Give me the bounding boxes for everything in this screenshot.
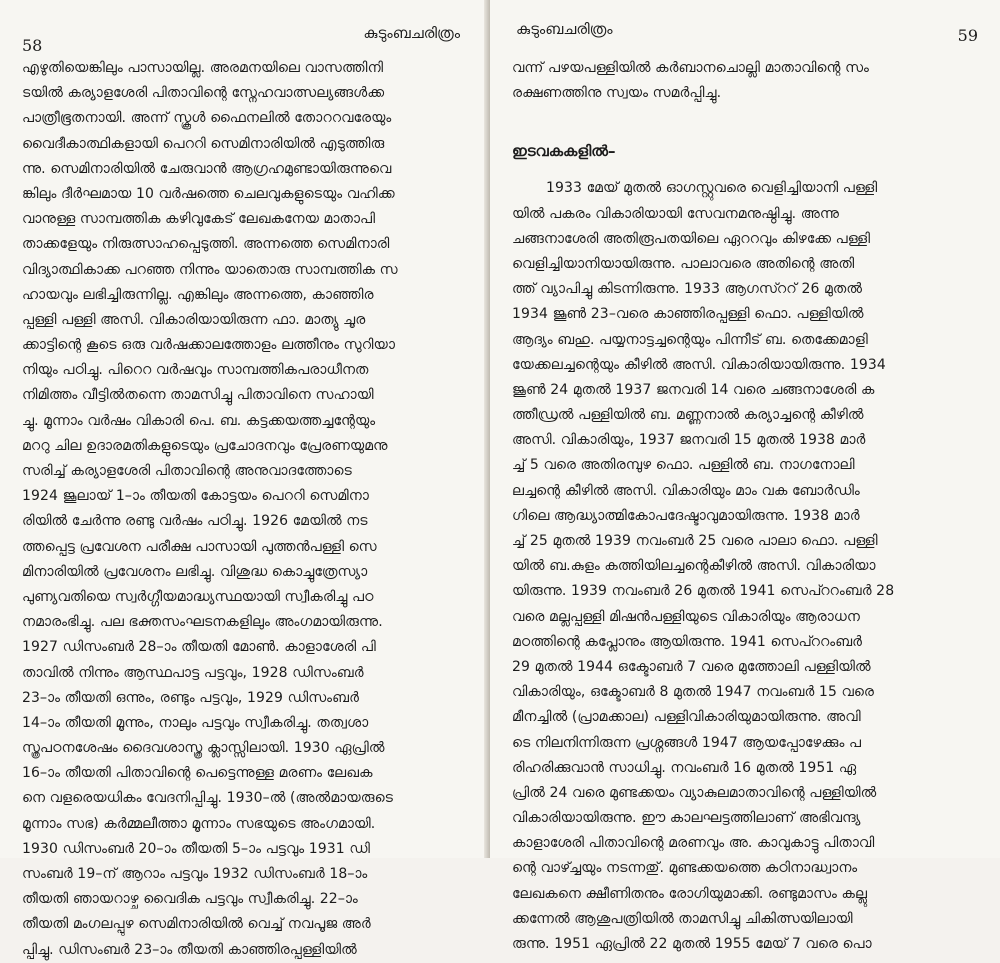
text-line: 1933 മേയ് മുതൽ ഓഗസ്റ്റുവരെ വെളിച്ചിയാനി പള്ളി <box>546 180 878 197</box>
text-line: ഹായവും ലഭിച്ചിരുന്നില്ല. എങ്കിലും അന്നത്തെ, കാഞ്ഞിര <box>22 286 374 303</box>
text-line: രുന്നു. 1951 ഏപ്രിൽ 22 മുതൽ 1955 മേയ് 7 വരെ പൊ <box>512 936 872 952</box>
text-line: തീയതി ഞായറാഴ്ച വൈദിക പട്ടവും സ്വീകരിച്ചു. 22–ാം <box>22 891 358 908</box>
text-line: സംബർ 19–ന് ആറാം പട്ടവും 1932 ഡിസംബർ 18–ാം <box>22 866 368 882</box>
text-line: എഴുതിയെങ്കിലും പാസായില്ല. അരമനയിലെ വാസത്തിനി <box>22 60 384 76</box>
left-running-title: കുടുംബചരിത്രം <box>363 24 460 42</box>
text-line: 1927 ഡിസംബർ 28–ാം തീയതി മോൺ. കാളാശേരി പി <box>22 639 376 656</box>
text-line: ത്തീഡ്രൽ പള്ളിയിൽ ബ. മണ്ണനാൽ കര്യാച്ചന്റെ കീഴിൽ <box>512 407 864 424</box>
text-line: വാനുള്ള സാമ്പത്തിക കഴിവുകേട് ലേഖകനേയ മാതാപി <box>22 211 376 228</box>
text-line: താക്കളേയും നിരുത്സാഹപ്പെടുത്തി. അന്നത്തെ സെമിനാരി <box>22 236 390 253</box>
text-line: നിമിത്തം വീട്ടിൽതന്നെ താമസിച്ചു പിതാവിനെ സഹായി <box>22 387 374 404</box>
text-line: 1924 ജൂലായ് 1–ാം തീയതി കോട്ടയം പെററി സെമിനാ <box>22 488 369 505</box>
text-line: 1930 ഡിസംബർ 20–ാം തീയതി 5–ാം പട്ടവും 1931 ഡി <box>22 840 370 857</box>
text-line: പ്രിൽ 24 വരെ മുണ്ടക്കയം വ്യാകുലമാതാവിന്റെ പള്ളിയിൽ <box>512 784 877 801</box>
text-line: കാളാശേരി പിതാവിന്റെ മരണവും അ. കാവുകാട്ടു പിതാവി <box>512 835 875 852</box>
text-line: ച്ച് 25 മുതൽ 1939 നവംബർ 25 വരെ പാലാ ഫൊ. പള്ളി <box>512 533 878 549</box>
text-line: നെ വളരെയധികം വേദനിപ്പിച്ചു. 1930–ൽ (അൽമായരുടെ <box>22 790 393 807</box>
text-line: സ്ത്രപഠനശേഷം ദൈവശാസ്ത്ര ക്ലാസ്സിലായി. 1930 ഏപ്രിൽ <box>22 740 385 757</box>
text-line: യിൽ പകരം വികാരിയായി സേവനമനുഷ്ഠിച്ചു. അന്നു <box>512 205 840 222</box>
text-line: ത്തപ്പെട്ട പ്രവേശന പരീക്ഷ പാസായി പുത്തൻപള്ളി സെ <box>22 538 377 555</box>
text-line: 23–ാം തീയതി ഒന്നും, രണ്ടും പട്ടവും, 1929 ഡിസംബർ <box>22 689 359 706</box>
text-line: ക്കന്നേൽ ആശുപത്രിയിൽ താമസിച്ചു ചികിത്സയിലായി <box>512 910 853 927</box>
text-line: നമാരംഭിച്ചു. പല ഭക്തസംഘടനകളിലും അംഗമായിരുന്നു. <box>22 614 383 631</box>
text-line: വികാരിയും, ഒക്ടോബർ 8 മുതൽ 1947 നവംബർ 15 വരെ <box>512 684 875 701</box>
right-page <box>490 0 1000 952</box>
text-line: ത്ത് വ്യാപിച്ചു കിടന്നിരുന്നു. 1933 ആഗസ്ററ് 26 മുതൽ <box>512 281 863 298</box>
right-page-body <box>512 176 986 957</box>
right-page-header <box>512 10 986 56</box>
text-line: മൂന്നാം സഭ) കർമ്മലീത്താ മൂന്നാം സഭയുടെ അംഗമായി. <box>22 815 376 832</box>
text-line: 14–ാം തീയതി മൂന്നും, നാലും പട്ടവും സ്വീകരിച്ചു. തത്വശാ <box>22 714 369 731</box>
text-line: ലച്ചന്റെ കീഴിൽ അസി. വികാരിയും മാം വക ബോർഡിം <box>512 482 860 499</box>
text-line: ജൂൺ 24 മുതൽ 1937 ജനവരി 14 വരെ ചങ്ങനാശേരി ക <box>512 381 875 398</box>
left-page-header <box>22 10 484 56</box>
section-heading: ഇടവകകളിൽ– <box>512 142 616 161</box>
text-line: യിരുന്നു. 1939 നവംബർ 26 മുതൽ 1941 സെപ്ററംബർ 28 <box>512 583 895 600</box>
text-line: രിയിൽ ചേർന്നു രണ്ടു വർഷം പഠിച്ചു. 1926 മേയിൽ നട <box>22 513 368 530</box>
text-line: മഠത്തിന്റെ കപ്ലോനും ആയിരുന്നു. 1941 സെപ്ററംബർ <box>512 633 863 650</box>
text-line: ഗിലെ ആദ്ധ്യാത്മികോപദേഷ്ടാവുമായിരുന്നു. 1938 മാർ <box>512 507 860 524</box>
text-line: അസി. വികാരിയും, 1937 ജനവരി 15 മുതൽ 1938 മാർ <box>512 432 866 449</box>
text-line: 1934 ജൂൺ 23–വരെ കാഞ്ഞിരപ്പള്ളി ഫൊ. പള്ളിയിൽ <box>512 306 864 323</box>
left-page-body <box>22 56 484 963</box>
text-line: സരിച്ച് കര്യാളശേരി പിതാവിന്റെ അനുവാദത്തോടെ <box>22 463 352 479</box>
text-line: ടയിൽ കര്യാളശേരി പിതാവിന്റെ സ്നേഹവാത്സല്യങ്ങൾക്ക <box>22 85 385 102</box>
text-line: ക്കാട്ടിന്റെ കൂടെ ഒരു വർഷക്കാലത്തോളം ലത്തീനും സുറിയാ <box>22 337 396 354</box>
text-line: മററു ചില ഉദാരമതികളുടെയും പ്രചോദനവും പ്രേരണയുമനു <box>22 437 388 454</box>
text-line: രക്ഷണത്തിനു സ്വയം സമർപ്പിച്ചു. <box>512 85 722 102</box>
text-line: മീനച്ചിൽ (പ്രാമക്കാല) പള്ളിവികാരിയുമായിരുന്നു. അവി <box>512 709 861 726</box>
left-page <box>0 0 490 958</box>
text-line: വരെ മല്ലപ്പള്ളി മിഷൻപള്ളിയുടെ വികാരിയും ആരാധന <box>512 608 860 625</box>
text-line: ലേഖകനെ ക്ഷീണിതനും രോഗിയുമാക്കി. രണ്ടുമാസം കല്ലു <box>512 885 868 902</box>
text-line: യിൽ ബ.കുളം കത്തിയിലച്ചന്റെകീഴിൽ അസി. വികാരിയാ <box>512 558 876 575</box>
text-line: ചങ്ങനാശേരി അതിരൂപതയിലെ ഏററവും കിഴക്കേ പള്ളി <box>512 230 871 247</box>
text-line: ടെ നിലനിന്നിരുന്ന പ്രശ്നങ്ങൾ 1947 ആയപ്പോഴേക്കും പ <box>512 734 862 751</box>
text-line: ആദ്യം ബഹു. പയ്യനാട്ടച്ചന്റെയും പിന്നീട് ബ. തെക്കേമാളി <box>512 331 868 348</box>
text-line: താവിൽ നിന്നും ആസ്ഥപാട്ട പട്ടവും, 1928 ഡിസംബർ <box>22 664 364 681</box>
text-line: വന്ന് പഴയപള്ളിയിൽ കർബാനചൊല്ലി മാതാവിന്റെ സം <box>512 60 869 76</box>
text-line: പുണ്യവതിയെ സ്വർഗ്ഗീയമാദ്ധ്യസ്ഥയായി സ്വീകരിച്ചു പഠ <box>22 588 374 605</box>
left-page-number: 58 <box>22 36 43 55</box>
text-line: തീയതി മംഗലപ്പുഴ സെമിനാരിയിൽ വെച്ച് നവപൂജ അർ <box>22 916 371 933</box>
right-running-title: കുടുംബചരിത്രം <box>516 20 613 38</box>
text-line: യേക്കലച്ചന്റെയും കീഴിൽ അസി. വികാരിയായിരുന്നു. 1934 <box>512 356 886 373</box>
text-line: പ്പിച്ചു. ഡിസംബർ 23–ാം തീയതി കാഞ്ഞിരപ്പള്ളിയിൽ <box>22 941 357 958</box>
text-line: ച്ചു. മൂന്നാം വർഷം വികാരി പെ. ബ. കട്ടക്കയത്തച്ചന്റേയും <box>22 412 376 429</box>
text-line: പാത്രീഭൂതനായി. അന്ന് സ്കൂൾ ഫൈനലിൽ തോററവരേയും <box>22 110 392 127</box>
text-line: 16–ാം തീയതി പിതാവിന്റെ പെട്ടെന്നുള്ള മരണം ലേഖക <box>22 765 373 782</box>
text-line: ന്നു. സെമിനാരിയിൽ ചേരുവാൻ ആഗ്രഹമുണ്ടായിരുന്നുവെ <box>22 160 392 177</box>
text-line: രിഹരിക്കുവാൻ സാധിച്ചു. നവംബർ 16 മുതൽ 1951 ഏ <box>512 759 857 776</box>
text-line: വിദ്യാത്ഥികാക്ക പറഞ്ഞ നിന്നും യാതൊരു സാമ്പത്തിക സ <box>22 261 398 278</box>
text-line: നിയും പഠിച്ചു. പിറെറ വർഷവും സാമ്പത്തികപരാധീനത <box>22 362 369 379</box>
text-line: ങ്കിലും ദീർഘമായ 10 വർഷത്തെ ചെലവുകളുടെയും വഹിക്ക <box>22 185 395 202</box>
text-line: പ്പള്ളി പള്ളി അസി. വികാരിയായിരുന്ന ഫാ. മാത്യു ചൂര <box>22 311 366 328</box>
text-line: വൈദീകാത്ഥികളായി പെററി സെമിനാരിയിൽ എടുത്തിരു <box>22 135 385 152</box>
text-line: ച്ച് 5 വരെ അതിരമ്പുഴ ഫൊ. പള്ളിൽ ബ. നാഗനോലി <box>512 457 855 474</box>
text-line: വികാരിയായിരുന്നു. ഈ കാലഘട്ടത്തിലാണ് അഭിവന്ദ്യ <box>512 810 861 827</box>
right-page-continuation <box>512 56 986 106</box>
text-line: വെളിച്ചിയാനിയായിരുന്നു. പാലാവരെ അതിന്റെ അതി <box>512 255 855 272</box>
text-line: മിനാരിയിൽ പ്രവേശനം ലഭിച്ചു. വിശുദ്ധ കൊച്ചുത്രേസ്യാ <box>22 563 368 580</box>
text-line: 29 മുതൽ 1944 ഒക്ടോബർ 7 വരെ മുത്തോലി പള്ളിയിൽ <box>512 658 871 675</box>
text-line: ന്റെ വാഴ്ച്ചയും നടന്നതു്. മുണ്ടക്കയത്തെ കഠിനാദ്ധ്വാനം <box>512 860 858 877</box>
right-page-number: 59 <box>957 26 978 45</box>
